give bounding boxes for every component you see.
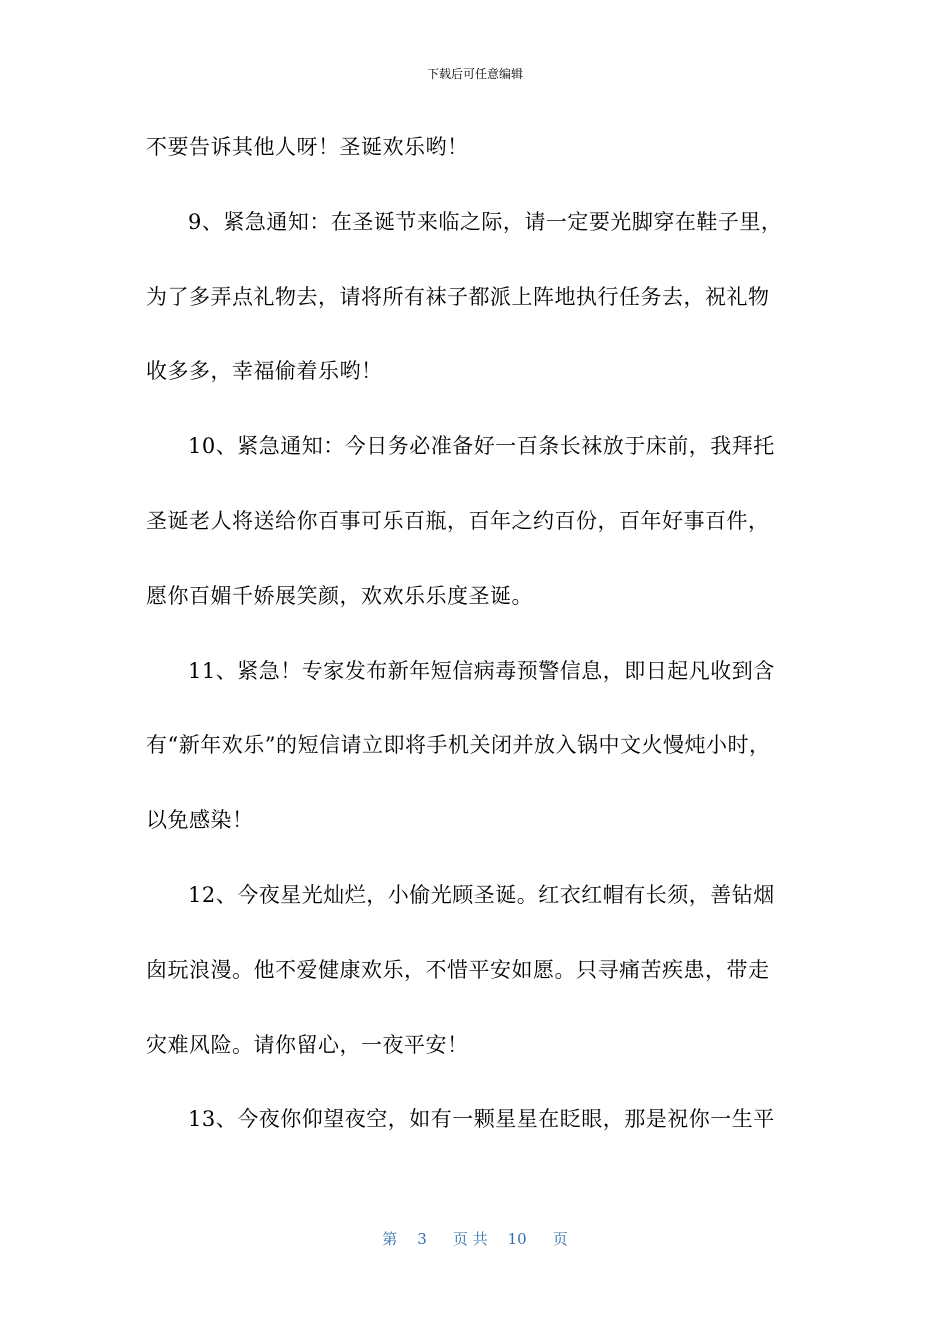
paragraph-line: 有“新年欢乐”的短信请立即将手机关闭并放入锅中文火慢炖小时， xyxy=(146,733,771,758)
paragraph-line: 10、紧急通知：今日务必准备好一百条长袜放于床前，我拜托 xyxy=(188,434,775,459)
page-footer xyxy=(0,1229,950,1249)
paragraph-line: 13、今夜你仰望夜空，如有一颗星星在眨眼，那是祝你一生平 xyxy=(188,1107,775,1132)
paragraph-line: 收多多，幸福偷着乐哟！ xyxy=(146,359,383,384)
paragraph-line: 为了多弄点礼物去，请将所有袜子都派上阵地执行任务去，祝礼物 xyxy=(146,284,770,309)
footer-current-page: 3 xyxy=(417,1230,427,1248)
paragraph-line: 愿你百媚千娇展笑颜，欢欢乐乐度圣诞。 xyxy=(146,583,533,608)
paragraph-line: 不要告诉其他人呀！圣诞欢乐哟！ xyxy=(146,135,469,159)
paragraph-line: 囱玩浪漫。他不爱健康欢乐，不惜平安如愿。只寻痛苦疾患，带走 xyxy=(146,957,770,982)
footer-total-pages: 10 xyxy=(507,1230,527,1248)
footer-prefix: 第 xyxy=(382,1230,398,1248)
paragraph-line: 9、紧急通知：在圣诞节来临之际，请一定要光脚穿在鞋子里， xyxy=(188,209,783,234)
paragraph-line: 11、紧急！专家发布新年短信病毒预警信息，即日起凡收到含 xyxy=(188,658,775,683)
footer-middle: 页 共 xyxy=(452,1230,488,1248)
page-header: 下载后可任意编辑 xyxy=(426,67,523,81)
paragraph-line: 12、今夜星光灿烂，小偷光顾圣诞。红衣红帽有长须，善钻烟 xyxy=(188,882,775,907)
paragraph-line: 圣诞老人将送给你百事可乐百瓶，百年之约百份，百年好事百件， xyxy=(146,508,770,533)
document-body xyxy=(146,121,806,1168)
paragraph-line: 灾难风险。请你留心，一夜平安！ xyxy=(146,1032,469,1057)
paragraph-line: 以免感染！ xyxy=(146,808,254,833)
footer-suffix: 页 xyxy=(552,1230,568,1248)
